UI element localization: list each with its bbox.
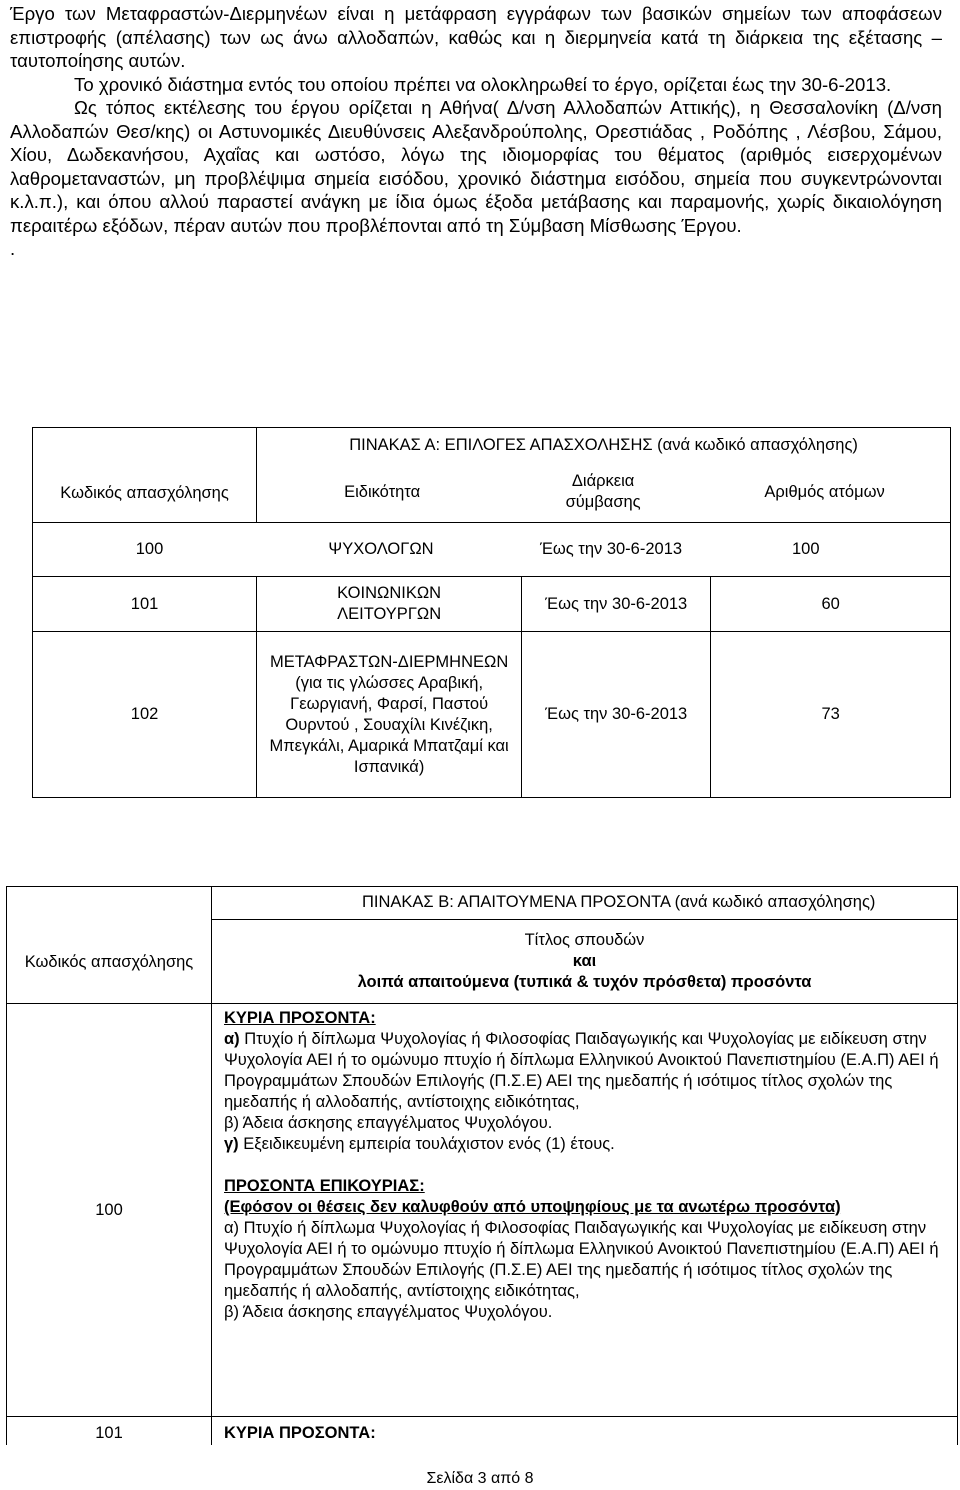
table-a-cell: Έως την 30-6-2013	[522, 577, 711, 632]
item-text: Εξειδικευμένη εμπειρία τουλάχιστον ενός (1) έτους.	[243, 1135, 615, 1153]
table-a-cell: 102	[33, 632, 257, 798]
table-row	[33, 577, 951, 632]
aux-qualification-b: β) Άδεια άσκησης επαγγέλματος Ψυχολόγου.	[224, 1303, 553, 1321]
table-a-header-group	[257, 428, 951, 523]
table-a-cell: 101	[33, 577, 257, 632]
table-a-cell: 60	[711, 577, 951, 632]
intro-paragraph-2: Το χρονικό διάστημα εντός του οποίου πρέπει να ολοκληρωθεί το έργο, ορίζεται έως την 30-6-2013.	[74, 73, 892, 95]
item-text: Πτυχίο ή δίπλωμα Ψυχολογίας ή Φιλοσοφίας Παιδαγωγικής και Ψυχολογίας με ειδίκευση στην Ψυχολογία ΑΕΙ ή το ομώνυμο πτυχίο ή δίπλωμα Ελληνικού Ανοικτού Πανεπιστημίου (Ε.Α.Π) ΑΕΙ ή Προγραμμάτων Σπουδών Επιλογής (Π.Σ.Ε) ΑΕΙ της ημεδαπής ή ισότιμος τίτλος σχολών της ημεδαπής ή αλλοδαπής, αντίστοιχης ειδικότητας,	[224, 1030, 939, 1111]
table-row	[33, 523, 951, 577]
table-a-header-specialty: Ειδικότητα	[344, 482, 421, 501]
table-a-header-code: Κωδικός απασχόλησης	[33, 428, 257, 523]
table-a-header-count: Αριθμός ατόμων	[764, 482, 885, 501]
main-qualifications-heading: ΚΥΡΙΑ ΠΡΟΣΟΝΤΑ:	[224, 1009, 376, 1027]
qualification-c	[224, 1134, 953, 1155]
table-row	[7, 1417, 958, 1446]
table-a-cell: ΚΟΙΝΩΝΙΚΩΝ ΛΕΙΤΟΥΡΓΩΝ	[257, 577, 522, 632]
table-a-cell: 100	[135, 540, 164, 558]
table-b-header-line: Τίτλος σπουδών	[524, 931, 645, 949]
table-a-cell: 100	[792, 540, 820, 558]
table-b-header-line: λοιπά απαιτούμενα (τυπικά & τυχόν πρόσθετα) προσόντα	[357, 973, 812, 991]
table-b-title: ΠΙΝΑΚΑΣ Β: ΑΠΑΙΤΟΥΜΕΝΑ ΠΡΟΣΟΝΤΑ (ανά κωδικό απασχόλησης)	[212, 887, 958, 920]
qualification-b: β) Άδεια άσκησης επαγγέλματος Ψυχολόγου.	[224, 1114, 553, 1132]
table-a-cell: 73	[711, 632, 951, 798]
table-a	[32, 427, 951, 798]
table-b-header-qualifications	[212, 920, 958, 1004]
intro-paragraph-3: Ως τόπος εκτέλεσης του έργου ορίζεται η Αθήνα( Δ/νση Αλλοδαπών Αττικής), η Θεσσαλονίκη (Δ/νση Αλλοδαπών Θεσ/κης) οι Αστυνομικές Διευθύνσεις Αλεξανδρούπολης, Ορεστιάδας , Ροδόπης , Λέσβου, Σάμου, Χίου, Δωδεκανήσου, Αχαΐας και ωστόσο, λόγω της ιδιομορφίας του θέματος (αριθμός εισερχομένων λαθρομεταναστών, μη προβλέψιμα σημεία εισόδου, χρονικό διάστημα εισόδου, σημεία που συγκεντρώνονται κ.λ.π.), και όπου αλλού παραστεί ανάγκη με ίδια όμως έξοδα μετάβασης και παραμονής, χωρίς δικαιολόγηση περαιτέρω εξόδων, πέραν αυτών που προβλέπονται από τη Σύμβαση Μίσθωσης Έργου.	[10, 97, 942, 236]
qualification-a	[224, 1029, 953, 1113]
table-a-header-duration: Διάρκεια σύμβασης	[565, 472, 641, 511]
table-b-header-code: Κωδικός απασχόλησης	[7, 887, 212, 1004]
intro-text	[10, 2, 942, 261]
table-b-cell-code: 101	[7, 1417, 212, 1446]
table-row	[7, 1004, 958, 1417]
table-a-cell: ΨΥΧΟΛΟΓΩΝ	[328, 540, 434, 558]
table-row	[33, 632, 951, 798]
table-a-title: ΠΙΝΑΚΑΣ Α: ΕΠΙΛΟΓΕΣ ΑΠΑΣΧΟΛΗΣΗΣ (ανά κωδικό απασχόλησης)	[349, 436, 858, 454]
table-b	[6, 886, 958, 1445]
table-a-cell: Έως την 30-6-2013	[539, 540, 683, 558]
table-b-cell-code: 100	[7, 1004, 212, 1417]
main-qualifications-heading: ΚΥΡΙΑ ΠΡΟΣΟΝΤΑ:	[212, 1417, 958, 1446]
intro-paragraph-1: Έργο των Μεταφραστών-Διερμηνέων είναι η μετάφραση εγγράφων των βασικών σημείων των αποφάσεων επιστροφής (απέλασης) των ως άνω αλλοδαπών, καθώς και η διερμηνεία κατά τη διάρκεια της εξέτασης – ταυτοποίησης αυτών.	[10, 3, 942, 71]
table-b-cell-qualifications	[212, 1004, 958, 1417]
aux-qualifications-heading: ΠΡΟΣΟΝΤΑ ΕΠΙΚΟΥΡΙΑΣ:	[224, 1177, 425, 1195]
aux-qualification-a: α) Πτυχίο ή δίπλωμα Ψυχολογίας ή Φιλοσοφίας Παιδαγωγικής και Ψυχολογίας με ειδίκευση στην Ψυχολογία ΑΕΙ ή το ομώνυμο πτυχίο ή δίπλωμα Ελληνικού Ανοικτού Πανεπιστημίου (Ε.Α.Π) ΑΕΙ ή Προγραμμάτων Σπουδών Επιλογής (Π.Σ.Ε) ΑΕΙ της ημεδαπής ή ισότιμος τίτλος σχολών της ημεδαπής ή αλλοδαπής, αντίστοιχης ειδικότητας,	[224, 1219, 939, 1300]
table-a-cell: ΜΕΤΑΦΡΑΣΤΩΝ-ΔΙΕΡΜΗΝΕΩΝ (για τις γλώσσες Αραβική, Γεωργιανή, Φαρσί, Παστού Ουρντού , Σουαχίλι Κινέζικη, Μπεγκάλι, Αμαρικά Μπατζαμί και Ισπανικά)	[257, 632, 522, 798]
table-b-header-line: και	[572, 952, 597, 970]
item-label: α)	[224, 1030, 240, 1048]
item-label: γ)	[224, 1135, 239, 1153]
intro-paragraph-4: .	[10, 238, 16, 259]
aux-qualifications-note: (Εφόσον οι θέσεις δεν καλυφθούν από υποψηφίους με τα ανωτέρω προσόντα)	[224, 1198, 841, 1216]
table-a-cell: Έως την 30-6-2013	[522, 632, 711, 798]
page-footer: Σελίδα 3 από 8	[426, 1470, 534, 1487]
